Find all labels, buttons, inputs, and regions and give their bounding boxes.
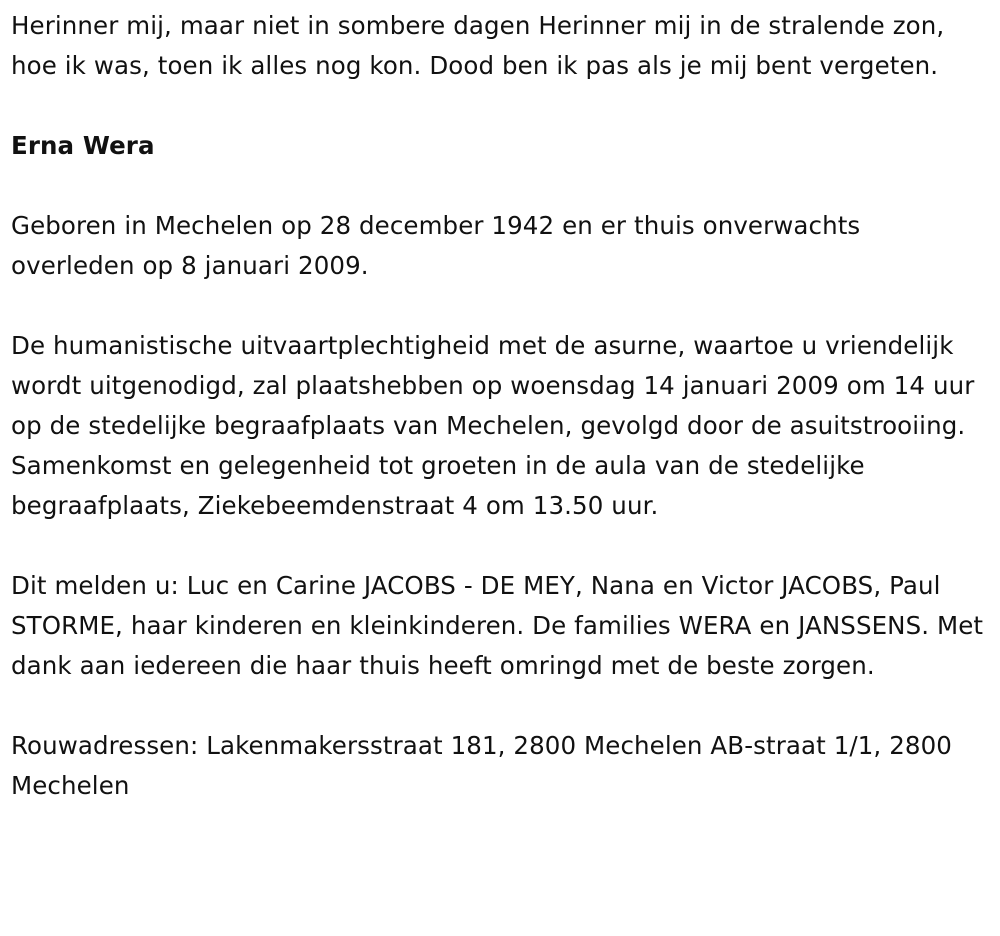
announcement-paragraph: Dit melden u: Luc en Carine JACOBS - DE MEY, Nana en Victor JACOBS, Paul STORME, haar kinderen en kleinkinderen. De families WERA en JANSSENS. Met dank aan iedereen die haar thuis heeft omringd met de beste zorgen. bbox=[11, 571, 984, 680]
birth-death-paragraph: Geboren in Mechelen op 28 december 1942 en er thuis onverwachts overleden op 8 januari 2009. bbox=[11, 211, 861, 280]
mourning-addresses: Rouwadressen: Lakenmakersstraat 181, 2800 Mechelen AB-straat 1/1, 2800 Mechelen bbox=[11, 731, 952, 800]
ceremony-paragraph: De humanistische uitvaartplechtigheid met de asurne, waartoe u vriendelijk wordt uitgenodigd, zal plaatshebben op woensdag 14 januari 2009 om 14 uur op de stedelijke begraafplaats van Mechelen, gevolgd door de asuitstrooiing. Samenkomst en gelegenheid tot groeten in de aula van de stedelijke begraafplaats, Ziekebeemdenstraat 4 om 13.50 uur. bbox=[11, 331, 975, 520]
obituary-text bbox=[11, 6, 986, 806]
memorial-poem: Herinner mij, maar niet in sombere dagen Herinner mij in de stralende zon, hoe ik was, toen ik alles nog kon. Dood ben ik pas als je mij bent vergeten. bbox=[11, 11, 945, 80]
deceased-name: Erna Wera bbox=[11, 131, 155, 160]
